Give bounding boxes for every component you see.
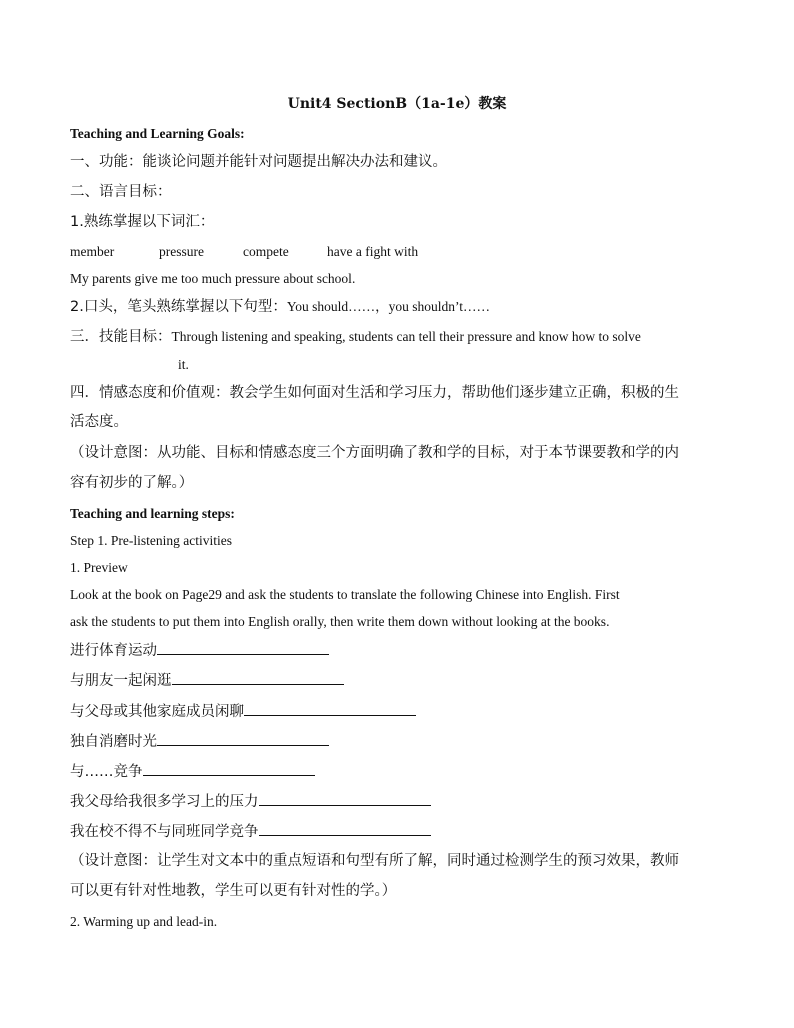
exercise-prompt: 与朋友一起闲逛 [70, 673, 172, 689]
vocab-heading: 1.熟练掌握以下词汇： [70, 214, 215, 230]
answer-blank[interactable] [157, 640, 329, 655]
exercise-prompt: 与……竞争 [70, 764, 143, 780]
preview-instruction-line2: ask the students to put them into English orally, then write them down without looking at the books. [70, 614, 610, 629]
answer-blank[interactable] [259, 791, 431, 806]
answer-blank[interactable] [157, 731, 329, 746]
goals-heading: Teaching and Learning Goals: [70, 126, 245, 141]
exercise-item [70, 731, 329, 751]
answer-blank[interactable] [143, 761, 315, 776]
preview-instruction-line1: Look at the book on Page29 and ask the students to translate the following Chinese into English. First [70, 587, 620, 602]
steps-heading: Teaching and learning steps: [70, 506, 235, 521]
goal-function: 一、功能：能谈论问题并能针对问题提出解决办法和建议。 [70, 154, 447, 170]
emotion-goal-line1: 四．情感态度和价值观：教会学生如何面对生活和学习压力，帮助他们逐步建立正确，积极的生 [70, 385, 679, 401]
pattern-prefix: 2.口头，笔头熟练掌握以下句型： [70, 299, 287, 315]
vocab-item: pressure [159, 244, 204, 259]
exercise-item [70, 821, 431, 841]
skill-line [70, 328, 641, 347]
design-intent-2-line1: （设计意图：让学生对文本中的重点短语和句型有所了解，同时通过检测学生的预习效果，教师 [70, 853, 679, 869]
answer-blank[interactable] [244, 701, 416, 716]
vocab-item: have a fight with [327, 244, 419, 259]
exercise-prompt: 我父母给我很多学习上的压力 [70, 794, 259, 810]
page-title: Unit4 SectionB（1a-1e）教案 [287, 96, 507, 112]
exercise-item [70, 761, 315, 781]
pattern-line [70, 298, 490, 317]
exercise-prompt: 进行体育运动 [70, 643, 157, 659]
emotion-goal-line2: 活态度。 [70, 414, 128, 430]
exercise-item [70, 701, 416, 721]
step2-heading: 2. Warming up and lead-in. [70, 914, 218, 929]
step1-heading: Step 1. Pre-listening activities [70, 533, 232, 548]
exercise-item [70, 670, 344, 690]
design-intent-1-line2: 容有初步的了解。） [70, 475, 194, 491]
vocab-item: compete [243, 244, 289, 259]
design-intent-2-line2: 可以更有针对性地教，学生可以更有针对性的学。） [70, 883, 397, 899]
skill-prefix: 三．技能目标： [70, 329, 172, 345]
exercise-item [70, 640, 329, 660]
vocab-item: member [70, 244, 115, 259]
answer-blank[interactable] [259, 821, 431, 836]
skill-english: Through listening and speaking, students can tell their pressure and know how to solve [171, 329, 641, 344]
preview-heading: 1. Preview [70, 560, 128, 575]
exercise-prompt: 与父母或其他家庭成员闲聊 [70, 704, 244, 720]
goal-language: 二、语言目标： [70, 184, 172, 200]
skill-english-continued: it. [178, 357, 189, 372]
exercise-prompt: 独自消磨时光 [70, 734, 157, 750]
exercise-prompt: 我在校不得不与同班同学竞争 [70, 824, 259, 840]
pattern-english: You should……，you shouldn’t…… [286, 299, 491, 314]
vocab-sentence: My parents give me too much pressure about school. [70, 271, 356, 286]
design-intent-1-line1: （设计意图：从功能、目标和情感态度三个方面明确了教和学的目标，对于本节课要教和学的内 [70, 445, 679, 461]
answer-blank[interactable] [172, 670, 344, 685]
exercise-item [70, 791, 431, 811]
